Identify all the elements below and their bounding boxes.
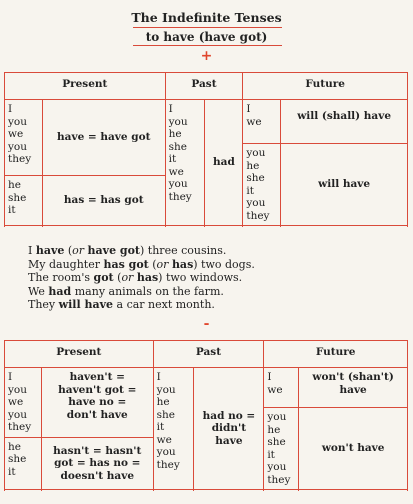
past-pronouns: I you he she it we you they xyxy=(165,100,205,226)
subtitle-underline xyxy=(133,45,282,46)
present-form-singular: has = has got xyxy=(42,176,165,226)
header-present: Present xyxy=(5,73,166,100)
future-pronouns-other: you he she it you they xyxy=(243,144,281,226)
present-form-plural: haven't = haven't got = have no = don't have xyxy=(41,368,153,438)
negative-table xyxy=(4,340,408,490)
example-line: We had many animals on the farm. xyxy=(28,284,224,298)
example-sentences xyxy=(28,244,255,312)
past-pronouns: I you he she it we you they xyxy=(153,368,194,490)
affirmative-sign: + xyxy=(200,48,213,64)
example-line: The room's got (or has) two windows. xyxy=(28,271,243,285)
header-past: Past xyxy=(165,73,243,100)
example-line: I have (or have got) three cousins. xyxy=(28,244,227,257)
present-form-plural: have = have got xyxy=(42,100,165,176)
header-past: Past xyxy=(153,341,264,368)
negative-sign: - xyxy=(203,316,210,332)
page-subtitle: to have (have got) xyxy=(145,30,268,44)
example-line: They will have a car next month. xyxy=(28,298,215,312)
present-pronouns-plural: I you we you they xyxy=(5,100,43,176)
title-underline xyxy=(133,27,282,28)
page-title: The Indefinite Tenses xyxy=(131,10,282,25)
future-form-other: will have xyxy=(281,144,408,226)
future-form-first: won't (shan't) have xyxy=(299,368,408,408)
present-pronouns-plural: I you we you they xyxy=(5,368,42,438)
past-form: had no = didn't have xyxy=(194,368,264,490)
past-form: had xyxy=(205,100,243,226)
present-pronouns-singular: he she it xyxy=(5,176,43,226)
future-pronouns-first: I we xyxy=(264,368,299,408)
future-form-first: will (shall) have xyxy=(281,100,408,144)
header-future: Future xyxy=(243,73,408,100)
example-line: My daughter has got (or has) two dogs. xyxy=(28,257,255,271)
present-pronouns-singular: he she it xyxy=(5,437,42,490)
header-present: Present xyxy=(5,341,154,368)
header-future: Future xyxy=(264,341,408,368)
present-form-singular: hasn't = hasn't got = has no = doesn't have xyxy=(41,437,153,490)
affirmative-table xyxy=(4,72,408,226)
future-pronouns-other: you he she it you they xyxy=(264,408,299,490)
future-form-other: won't have xyxy=(299,408,408,490)
future-pronouns-first: I we xyxy=(243,100,281,144)
